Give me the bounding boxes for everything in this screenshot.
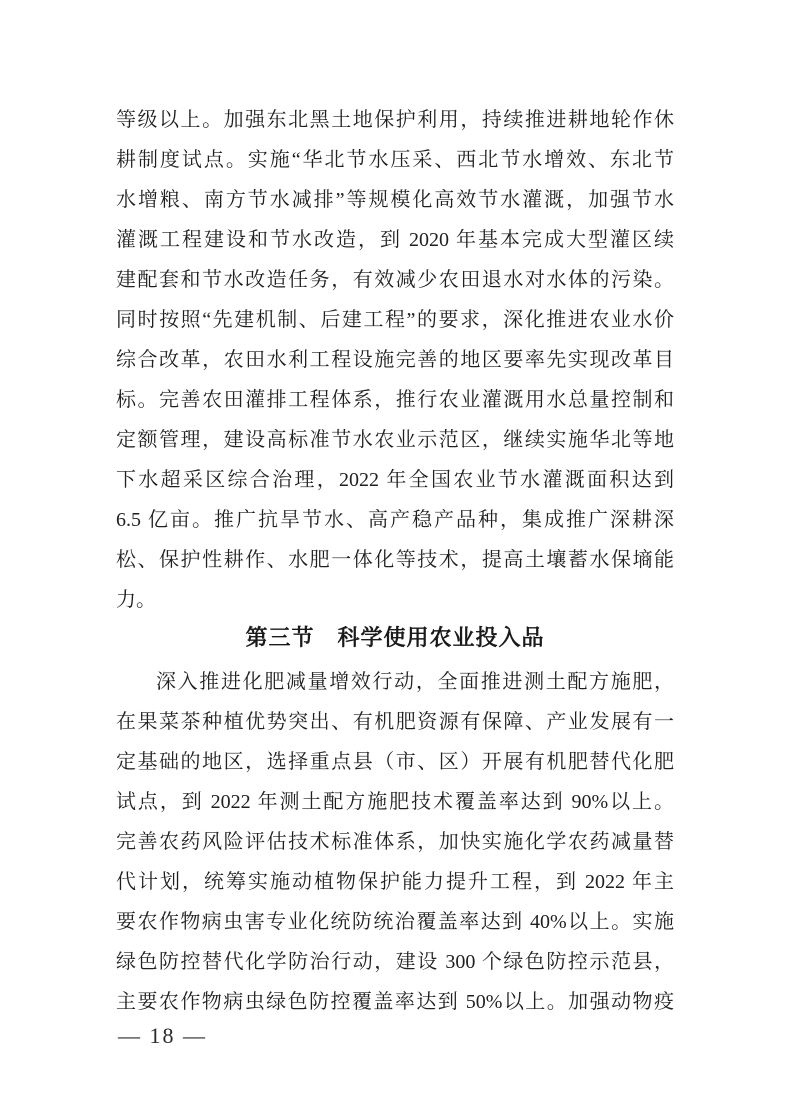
text-line: 同时按照“先建机制、后建工程”的要求，深化推进农业水价 [116, 309, 674, 331]
text-line: 水增粮、南方节水减排”等规模化高效节水灌溉，加强节水 [116, 189, 674, 211]
section-heading: 第三节 科学使用农业投入品 [245, 625, 545, 650]
text-line: 灌溉工程建设和节水改造，到 2020 年基本完成大型灌区续 [116, 229, 674, 251]
text-line: 综合改革，农田水利工程设施完善的地区要率先实现改革目 [116, 349, 674, 371]
text-line: 完善农药风险评估技术标准体系，加快实施化学农药减量替 [116, 831, 674, 853]
text-line: 建配套和节水改造任务，有效减少农田退水对水体的污染。 [116, 269, 674, 291]
text-line: 代计划，统筹实施动植物保护能力提升工程，到 2022 年主 [116, 871, 674, 893]
text-line: 试点，到 2022 年测土配方施肥技术覆盖率达到 90%以上。 [116, 791, 674, 813]
text-line: 定基础的地区，选择重点县（市、区）开展有机肥替代化肥 [116, 751, 674, 773]
text-line: 主要农作物病虫绿色防控覆盖率达到 50%以上。加强动物疫 [116, 991, 674, 1013]
page-number: — 18 — [118, 1023, 207, 1048]
text-line: 松、保护性耕作、水肥一体化等技术，提高土壤蓄水保墒能 [116, 549, 674, 571]
text-line: 定额管理，建设高标准节水农业示范区，继续实施华北等地 [116, 429, 674, 451]
text-line: 耕制度试点。实施“华北节水压采、西北节水增效、东北节 [116, 149, 674, 171]
text-line: 力。 [116, 589, 156, 611]
text-line: 标。完善农田灌排工程体系，推行农业灌溉用水总量控制和 [116, 389, 674, 411]
text-line: 6.5 亿亩。推广抗旱节水、高产稳产品种，集成推广深耕深 [116, 509, 674, 531]
text-line: 深入推进化肥减量增效行动，全面推进测土配方施肥， [156, 671, 674, 693]
text-line: 等级以上。加强东北黑土地保护利用，持续推进耕地轮作休 [116, 109, 674, 131]
text-line: 在果菜茶种植优势突出、有机肥资源有保障、产业发展有一 [116, 711, 674, 733]
paragraph-2 [116, 662, 674, 1022]
text-line: 绿色防控替代化学防治行动，建设 300 个绿色防控示范县， [116, 951, 674, 973]
text-line: 要农作物病虫害专业化统防统治覆盖率达到 40%以上。实施 [116, 911, 674, 933]
paragraph-1 [116, 100, 674, 620]
text-line: 下水超采区综合治理，2022 年全国农业节水灌溉面积达到 [116, 469, 674, 491]
